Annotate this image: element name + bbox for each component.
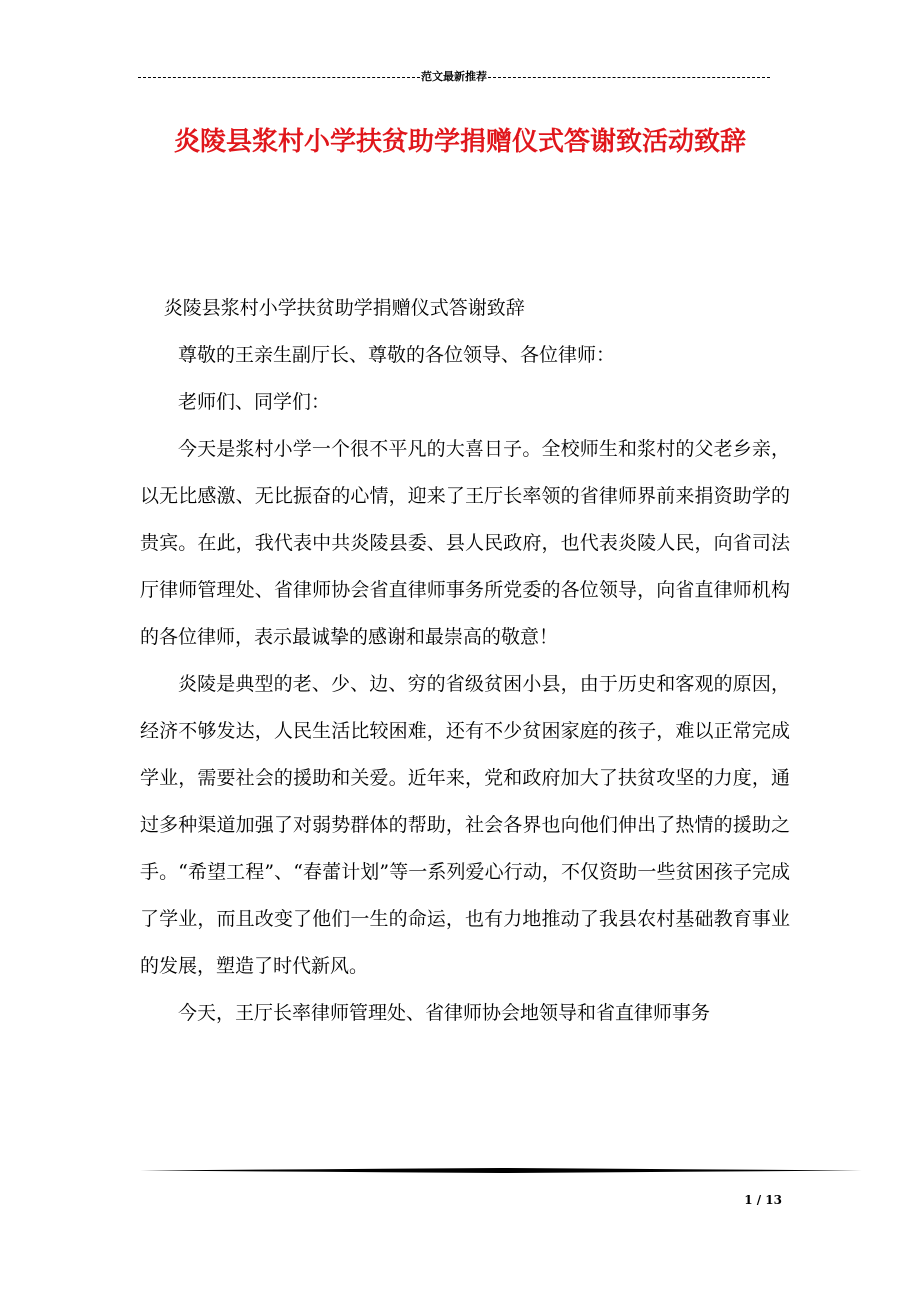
footer-rule [140,1168,862,1173]
body-paragraph: 今天是浆村小学一个很不平凡的大喜日子。全校师生和浆村的父老乡亲，以无比感激、无比振奋的心情，迎来了王厅长率领的省律师界前来捐资助学的贵宾。在此，我代表中共炎陵县委、县人民政府，也代表炎陵人民，向省司法厅律师管理处、省律师协会省直律师事务所党委的各位领导，向省直律师机构的各位律师，表示最诚挚的感谢和最崇高的敬意！ [140,438,790,648]
header-dashed-rule-right [488,77,770,78]
body-paragraph: 今天，王厅长率律师管理处、省律师协会地领导和省直律师事务 [178,1002,711,1024]
document-body [140,285,790,1037]
salutation-paragraph: 尊敬的王亲生副厅长、尊敬的各位领导、各位律师： [178,344,616,366]
page-header [138,68,770,86]
header-label: 范文最新推荐 [421,70,487,83]
speech-heading: 炎陵县浆村小学扶贫助学捐赠仪式答谢致辞 [163,297,525,319]
page-number: 1 / 13 [744,1193,782,1207]
body-paragraph: 炎陵是典型的老、少、边、穷的省级贫困小县，由于历史和客观的原因，经济不够发达，人民生活比较困难，还有不少贫困家庭的孩子，难以正常完成学业，需要社会的援助和关爱。近年来，党和政府加大了扶贫攻坚的力度，通过多种渠道加强了对弱势群体的帮助，社会各界也向他们伸出了热情的援助之手。“希望工程”、“春蕾计划”等一系列爱心行动，不仅资助一些贫困孩子完成了学业，而且改变了他们一生的命运，也有力地推动了我县农村基础教育事业的发展，塑造了时代新风。 [140,673,790,977]
salutation-paragraph: 老师们、同学们： [178,391,331,413]
header-dashed-rule-left [138,77,420,78]
document-title: 炎陵县浆村小学扶贫助学捐赠仪式答谢致活动致辞 [173,127,746,157]
